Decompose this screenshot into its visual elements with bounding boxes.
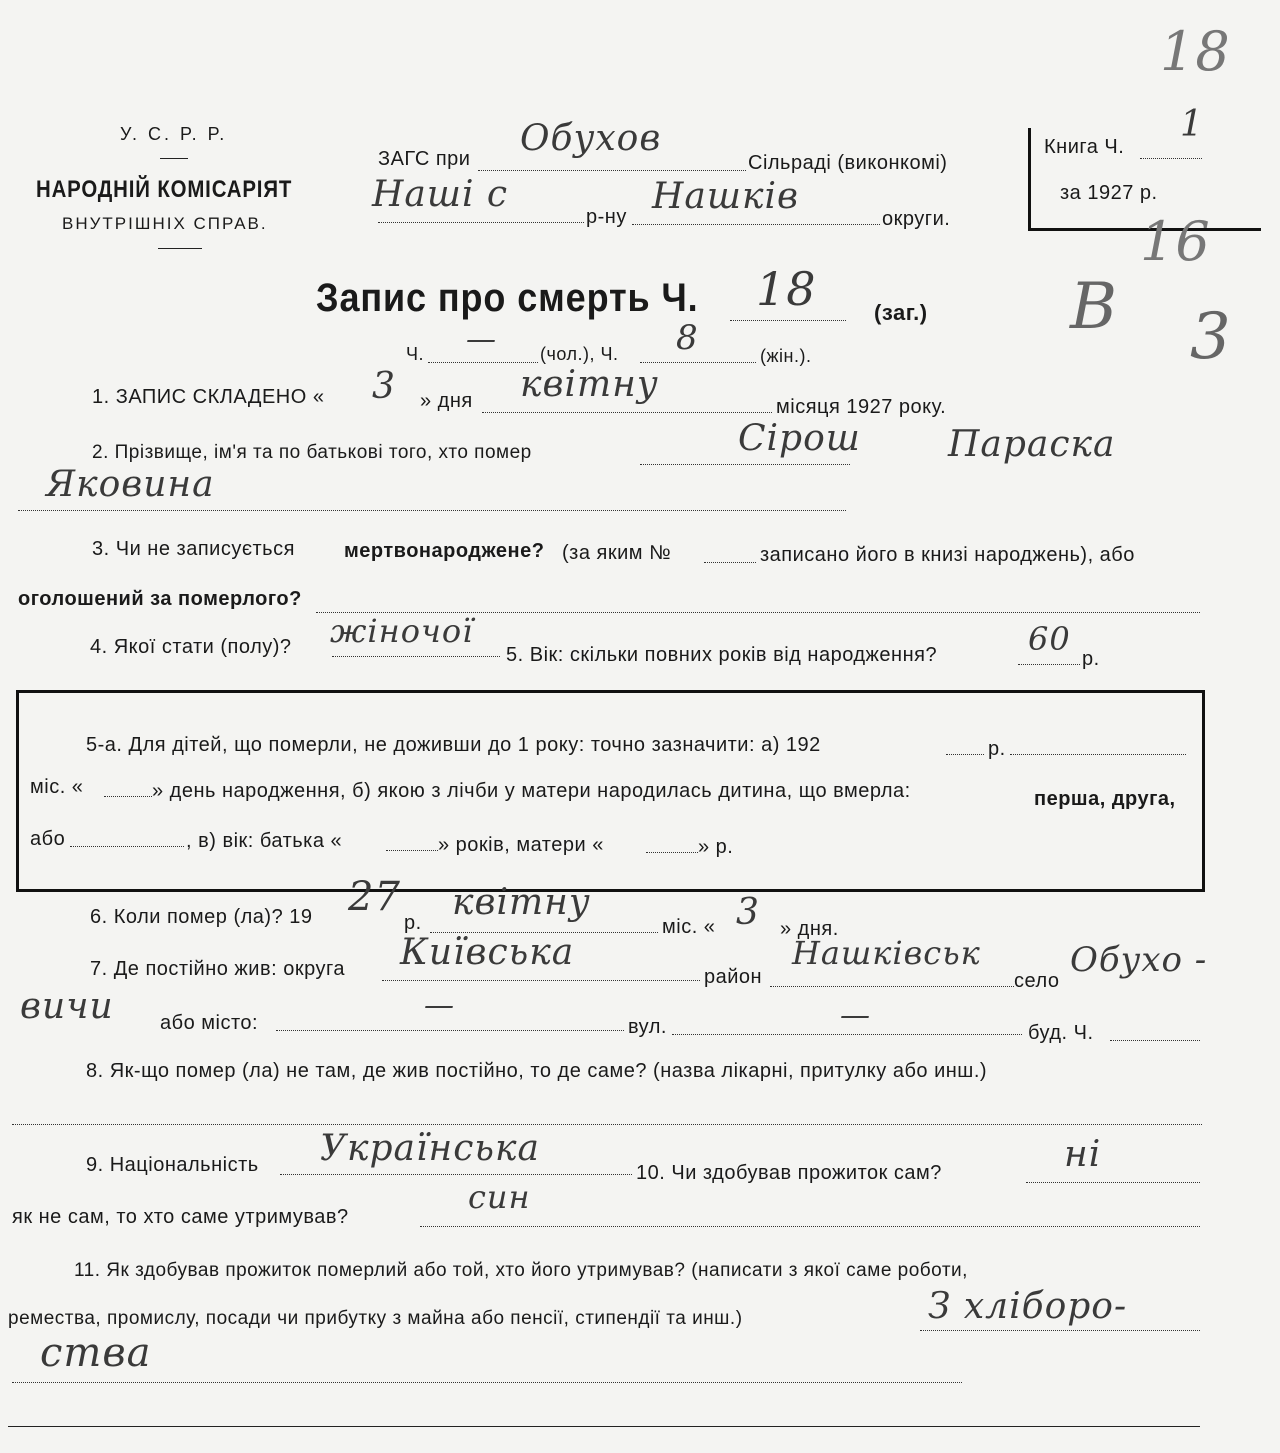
item1-month: квітну bbox=[520, 364, 659, 405]
item7-vul-label: вул. bbox=[628, 1016, 667, 1038]
item10-label: 10. Чи здобував прожиток сам? bbox=[636, 1162, 942, 1184]
item5-suffix: р. bbox=[1082, 648, 1100, 670]
item8-line bbox=[12, 1124, 1202, 1125]
item4-value: жіночої bbox=[330, 612, 474, 650]
book-year: за 1927 р. bbox=[1060, 182, 1158, 204]
item2-line-2 bbox=[18, 510, 846, 511]
item11-line2: ремества, промислу, посади чи прибутку з майна або пенсії, стипендії та инш.) bbox=[8, 1308, 743, 1329]
item3-tail: записано його в книзі народжень), або bbox=[760, 544, 1135, 566]
item11-line1: 11. Як здобував прожиток померлий або той, хто його утримував? (написати з якої саме роботи, bbox=[74, 1260, 968, 1281]
item7-misto-line bbox=[276, 1030, 624, 1031]
item7-raion: Нашківськ bbox=[792, 934, 981, 972]
item6-r: р. bbox=[404, 912, 422, 934]
raion-field-line bbox=[378, 222, 584, 223]
item2-line bbox=[640, 464, 850, 465]
item5-line bbox=[1018, 664, 1080, 665]
item2-patronymic: Яковина bbox=[46, 464, 215, 505]
item5a-line3-b: , в) вік: батька « bbox=[186, 830, 343, 852]
record-suffix: (заг.) bbox=[874, 300, 928, 325]
item5a-line3-d: » р. bbox=[698, 836, 734, 858]
item3-mid: (за яким № bbox=[562, 542, 672, 564]
zags-value: Обухов bbox=[520, 118, 662, 159]
item7-label: 7. Де постійно жив: округа bbox=[90, 958, 345, 980]
item10b-line bbox=[420, 1226, 1200, 1227]
item5a-line3-a: або bbox=[30, 828, 66, 850]
zags-field-line bbox=[478, 170, 746, 171]
item6-month: квітну bbox=[452, 882, 591, 923]
male-label: Ч. bbox=[406, 344, 424, 364]
item3-stillborn: мертвонароджене? bbox=[344, 540, 545, 562]
item7-okruga: Київська bbox=[400, 932, 575, 973]
margin-note-1: 16 bbox=[1140, 210, 1211, 273]
item1-label: 1. ЗАПИС СКЛАДЕНО « bbox=[92, 386, 325, 408]
item3-label: 3. Чи не записується bbox=[92, 538, 295, 560]
item5a-father-line bbox=[386, 850, 438, 851]
book-field-line bbox=[1140, 158, 1202, 159]
item9-label: 9. Національність bbox=[86, 1154, 259, 1176]
header-divider-2 bbox=[158, 248, 202, 249]
item5a-year-line-2 bbox=[1010, 754, 1186, 755]
item1-month-line bbox=[482, 412, 772, 413]
item10-line bbox=[1026, 1182, 1200, 1183]
item10b-label: як не сам, то хто саме утримував? bbox=[12, 1206, 349, 1228]
item6-mis: міс. « bbox=[662, 916, 716, 938]
item5a-line1-suffix: р. bbox=[988, 738, 1006, 760]
ministry-subtitle: ВНУТРІШНІХ СПРАВ. bbox=[62, 214, 268, 233]
item10b-value: син bbox=[468, 1178, 531, 1216]
female-suffix: (жін.). bbox=[760, 346, 812, 366]
item6-year: 27 bbox=[348, 874, 401, 920]
item5a-line1: 5-а. Для дітей, що померли, не доживши до 1 року: точно зазначити: а) 192 bbox=[86, 734, 821, 756]
item5a-line2-bold: перша, друга, bbox=[1034, 788, 1176, 810]
item7-raion-line bbox=[770, 986, 1014, 987]
item5a-mother-line bbox=[646, 852, 698, 853]
item2-label: 2. Прізвище, ім'я та по батькові того, хто помер bbox=[92, 442, 532, 463]
item5-label: 5. Вік: скільки повних років від народження? bbox=[506, 644, 938, 666]
raion-value: Наші с bbox=[372, 174, 509, 215]
okruga-value: Нашків bbox=[652, 176, 799, 217]
female-value: 8 bbox=[676, 318, 699, 358]
item5a-month-line bbox=[104, 796, 152, 797]
item2-name: Параска bbox=[948, 424, 1116, 465]
corner-page-number: 18 bbox=[1160, 20, 1231, 83]
item9-line bbox=[280, 1174, 632, 1175]
item7-misto-label: або місто: bbox=[160, 1012, 259, 1034]
item7-selo-label: село bbox=[1014, 970, 1060, 992]
item3-declared-dead: оголошений за померлого? bbox=[18, 588, 302, 610]
record-number: 18 bbox=[756, 262, 817, 316]
item2-surname: Сірош bbox=[738, 418, 861, 459]
item7-vul: — bbox=[840, 998, 871, 1033]
item6-day: 3 bbox=[736, 892, 760, 933]
item6-label: 6. Коли помер (ла)? 19 bbox=[90, 906, 313, 928]
item7-vul-line bbox=[672, 1034, 1022, 1035]
country-label: У. С. Р. Р. bbox=[120, 124, 228, 144]
okruga-label: округи. bbox=[882, 208, 951, 230]
item5a-line2-a: міс. « bbox=[30, 776, 84, 798]
zags-label: ЗАГС при bbox=[378, 148, 471, 170]
item1-day: 3 bbox=[372, 366, 396, 407]
header-divider bbox=[160, 158, 188, 159]
item7-raion-label: район bbox=[704, 966, 763, 988]
item5a-year-line bbox=[946, 754, 984, 755]
margin-note-3: 3 bbox=[1190, 300, 1232, 374]
margin-note-2: В bbox=[1070, 270, 1119, 344]
item11-line-2 bbox=[12, 1382, 962, 1383]
item11-value: З хліборо- bbox=[928, 1286, 1128, 1327]
item4-line bbox=[332, 656, 500, 657]
book-value: 1 bbox=[1180, 104, 1204, 145]
item11-value-cont: ства bbox=[40, 1330, 152, 1376]
item11-line bbox=[920, 1330, 1200, 1331]
item1-day-suffix: » дня bbox=[420, 390, 473, 412]
item10-value: ні bbox=[1064, 1134, 1102, 1175]
item6-tail: » дня. bbox=[780, 918, 839, 940]
item5a-line2-b: » день народження, б) якою з лічби у матери народилась дитина, що вмерла: bbox=[152, 780, 911, 802]
item5-value: 60 bbox=[1028, 620, 1071, 658]
item7-okruga-line bbox=[382, 980, 700, 981]
record-title: Запис про смерть Ч. bbox=[316, 276, 699, 320]
council-label: Сільраді (виконкомі) bbox=[748, 152, 948, 174]
ministry-title: НАРОДНІЙ КОМІСАРІЯТ bbox=[36, 176, 293, 203]
male-value: — bbox=[466, 322, 497, 357]
record-number-line bbox=[730, 320, 846, 321]
item5a-line3-c: » років, матери « bbox=[438, 834, 604, 856]
item1-tail: місяця 1927 року. bbox=[776, 396, 947, 418]
raion-label: р-ну bbox=[586, 206, 627, 228]
item7-misto: — bbox=[424, 988, 455, 1023]
book-label: Книга Ч. bbox=[1044, 136, 1125, 158]
okruga-field-line bbox=[632, 224, 880, 225]
item8-label: 8. Як-що помер (ла) не там, де жив постійно, то де саме? (назва лікарні, притулку або инш.) bbox=[86, 1060, 988, 1082]
item7-selo: Обухо - bbox=[1070, 940, 1208, 980]
item9-value: Українська bbox=[320, 1128, 540, 1169]
item7-bud-line bbox=[1110, 1040, 1200, 1041]
male-field-line bbox=[428, 362, 538, 363]
item7-selo-cont: вичи bbox=[20, 986, 114, 1027]
item7-bud-label: буд. Ч. bbox=[1028, 1022, 1094, 1044]
item5a-order-line bbox=[70, 846, 184, 847]
item4-label: 4. Якої стати (полу)? bbox=[90, 636, 292, 658]
bottom-rule bbox=[8, 1426, 1200, 1427]
female-field-line bbox=[640, 362, 756, 363]
item3-number-line bbox=[704, 562, 756, 563]
male-suffix: (чол.), Ч. bbox=[540, 344, 619, 364]
